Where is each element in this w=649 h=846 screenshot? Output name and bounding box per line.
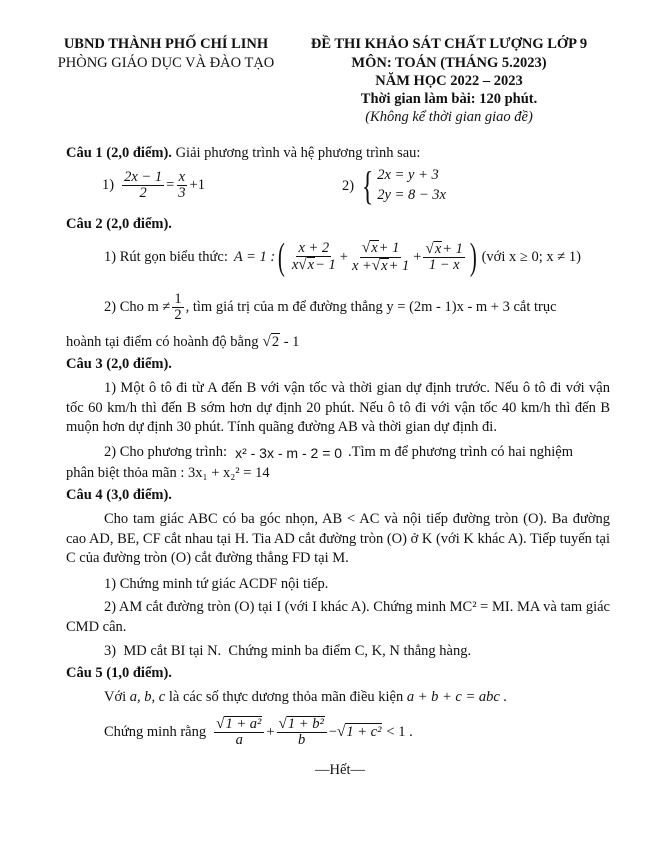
q2-part2-line2: hoành tại điểm có hoành độ bằng √ 2 - 1 bbox=[66, 333, 300, 350]
q2-p2-rad: 2 bbox=[271, 334, 280, 350]
q3-part2-line1 bbox=[104, 444, 610, 461]
q5-line2: Chứng minh rằng √ 1 + a² a + √ 1 + b² b − √ 1 + c² < 1 . bbox=[104, 715, 413, 749]
q5-minus: − bbox=[328, 723, 337, 740]
q5-line2-a: Chứng minh rằng bbox=[104, 723, 207, 740]
footer-end: —Hết— bbox=[315, 762, 365, 778]
q1-p2-label: 2) bbox=[342, 177, 355, 194]
q2-f3-den: 1 − x bbox=[428, 257, 460, 273]
q3-p2-eq: x² - 3x - m - 2 = 0 bbox=[235, 444, 343, 461]
q2-f2-num-rad: x bbox=[371, 240, 378, 257]
q2-f1-num: x + 2 bbox=[298, 239, 330, 256]
header-right-line4: Thời gian làm bài: 120 phút. bbox=[360, 91, 538, 107]
header-right-line5: (Không kể thời gian giao đề) bbox=[365, 109, 533, 125]
q2-cond: (với x ≥ 0; x ≠ 1) bbox=[481, 248, 581, 265]
q2-f2-den-a: x + bbox=[351, 257, 372, 274]
q5-line1-b: là các số thực dương thỏa mãn điều kiện bbox=[168, 689, 404, 705]
q5-line1 bbox=[104, 689, 507, 706]
q1-part2: 2) { 2x = y + 3 2y = 8 − 3x bbox=[342, 163, 446, 208]
q1-p1-num1: 2x − 1 bbox=[124, 169, 163, 185]
q2-p1-A: A = 1 : bbox=[233, 248, 276, 265]
q2-f2-num-b: + 1 bbox=[378, 240, 400, 257]
q1-text: Giải phương trình và hệ phương trình sau: bbox=[171, 145, 421, 161]
q1-p1-tail: +1 bbox=[189, 177, 205, 194]
q2-p2-d: - 1 bbox=[280, 333, 300, 350]
q1-p1-label: 1) bbox=[102, 177, 115, 194]
q2-plus-1: + bbox=[339, 248, 348, 265]
q2-f2-den-rad: x bbox=[381, 257, 388, 274]
q5-line1-vars: a, b, c bbox=[129, 689, 166, 705]
q1-part1 bbox=[102, 170, 205, 201]
q1-p2-row2: 2y = 8 − 3x bbox=[377, 187, 446, 203]
q2-plus-2: + bbox=[413, 248, 422, 265]
header-left-line1: UBND THÀNH PHỐ CHÍ LINH bbox=[63, 36, 269, 52]
header-right-line1: ĐỀ THI KHẢO SÁT CHẤT LƯỢNG LỚP 9 bbox=[310, 36, 588, 52]
q2-part1: 1) Rút gọn biểu thức: A = 1 : ( x + 2 x √ x − 1 + √ x + 1 x + √ x + 1 + √ x + 1 1 − x ) (với x ≥ 0; x ≠ 1) bbox=[104, 236, 581, 278]
q1-heading bbox=[66, 145, 420, 162]
q1-title: Câu 1 (2,0 điểm). bbox=[66, 145, 172, 161]
q4-title: Câu 4 (3,0 điểm). bbox=[66, 487, 172, 503]
q2-p2-fnum: 1 bbox=[174, 291, 182, 307]
q4-intro: Cho tam giác ABC có ba góc nhọn, AB < AC và nội tiếp đường tròn (O). Ba đường cao AD, BE, CF cắt nhau tại H. Tia AD cắt đường tròn (O) ở K (với K khác A). Tiếp tuyến tại C của đường tròn (O) cắt đường thẳng FD tại M. bbox=[66, 511, 610, 566]
q5-title: Câu 5 (1,0 điểm). bbox=[66, 665, 172, 681]
q3-title: Câu 3 (2,0 điểm). bbox=[66, 356, 172, 372]
q2-title: Câu 2 (2,0 điểm). bbox=[66, 216, 172, 232]
q1-p1-num2: x bbox=[178, 169, 186, 185]
q2-f1-den-rad: x bbox=[307, 257, 315, 273]
header-right-line2: MÔN: TOÁN (THÁNG 5.2023) bbox=[351, 55, 547, 71]
q1-p1-den2: 3 bbox=[178, 185, 186, 202]
q4-part1: 1) Chứng minh tứ giác ACDF nội tiếp. bbox=[104, 576, 329, 592]
q2-f3-num-b: + 1 bbox=[442, 240, 463, 257]
q2-f3-num-rad: x bbox=[434, 240, 442, 257]
q3-part1: 1) Một ô tô đi từ A đến B với vận tốc và thời gian dự định trước. Nếu ô tô đi với vận tốc 60 km/h thì đến B sớm hơn dự định 20 phút. Nếu ô tô đi với vận tốc 40 km/h thì đến B muộn hơn dự định 30 phút. Tính quãng đường AB và thời gian dự định đi. bbox=[66, 380, 610, 435]
header-right-line3: NĂM HỌC 2022 – 2023 bbox=[375, 73, 523, 89]
q3-p2-b: .Tìm m để phương trình có hai nghiệm bbox=[348, 444, 573, 460]
q5-line1-a: Với bbox=[104, 689, 127, 705]
q2-f2-den-b: + 1 bbox=[388, 257, 410, 274]
q2-p2-c: hoành tại điểm có hoành độ bằng bbox=[66, 333, 259, 350]
q2-p2-fden: 2 bbox=[174, 307, 182, 324]
q5-f2-rad: 1 + b² bbox=[287, 716, 324, 732]
q5-f2-den: b bbox=[298, 732, 306, 749]
q1-p1-eq: = bbox=[166, 177, 175, 194]
q5-tail: < 1 . bbox=[386, 723, 413, 740]
q1-p1-den1: 2 bbox=[139, 185, 147, 202]
q2-p2-b: , tìm giá trị của m để đường thẳng y = (2m - 1)x - m + 3 cắt trục bbox=[185, 299, 557, 316]
q5-f1-den: a bbox=[235, 732, 243, 749]
q3-part2-line2: phân biệt thỏa mãn : 3x₁ + x₂² = 14 bbox=[66, 465, 270, 481]
q4-part2: 2) AM cắt đường tròn (O) tại I (với I khác A). Chứng minh MC² = MI. MA và tam giác CMD cân. bbox=[66, 599, 610, 635]
q5-f3-rad: 1 + c² bbox=[346, 724, 382, 741]
q2-p1-label: 1) Rút gọn biểu thức: bbox=[104, 248, 228, 265]
q5-line1-cond: a + b + c = abc . bbox=[406, 689, 508, 705]
q2-p2-a: 2) Cho m ≠ bbox=[104, 299, 171, 316]
header-left-line2: PHÒNG GIÁO DỤC VÀ ĐÀO TẠO bbox=[57, 55, 275, 71]
q3-p2-a: 2) Cho phương trình: bbox=[104, 444, 228, 460]
q2-f1-den-a: x bbox=[291, 257, 299, 273]
q4-part3: 3) MD cắt BI tại N. Chứng minh ba điểm C, K, N thẳng hàng. bbox=[104, 643, 472, 659]
q2-f1-den-b: − 1 bbox=[315, 257, 336, 273]
q5-f1-rad: 1 + a² bbox=[225, 716, 262, 732]
q2-part2-line1 bbox=[104, 292, 557, 323]
q1-p2-row1: 2x = y + 3 bbox=[377, 167, 439, 184]
